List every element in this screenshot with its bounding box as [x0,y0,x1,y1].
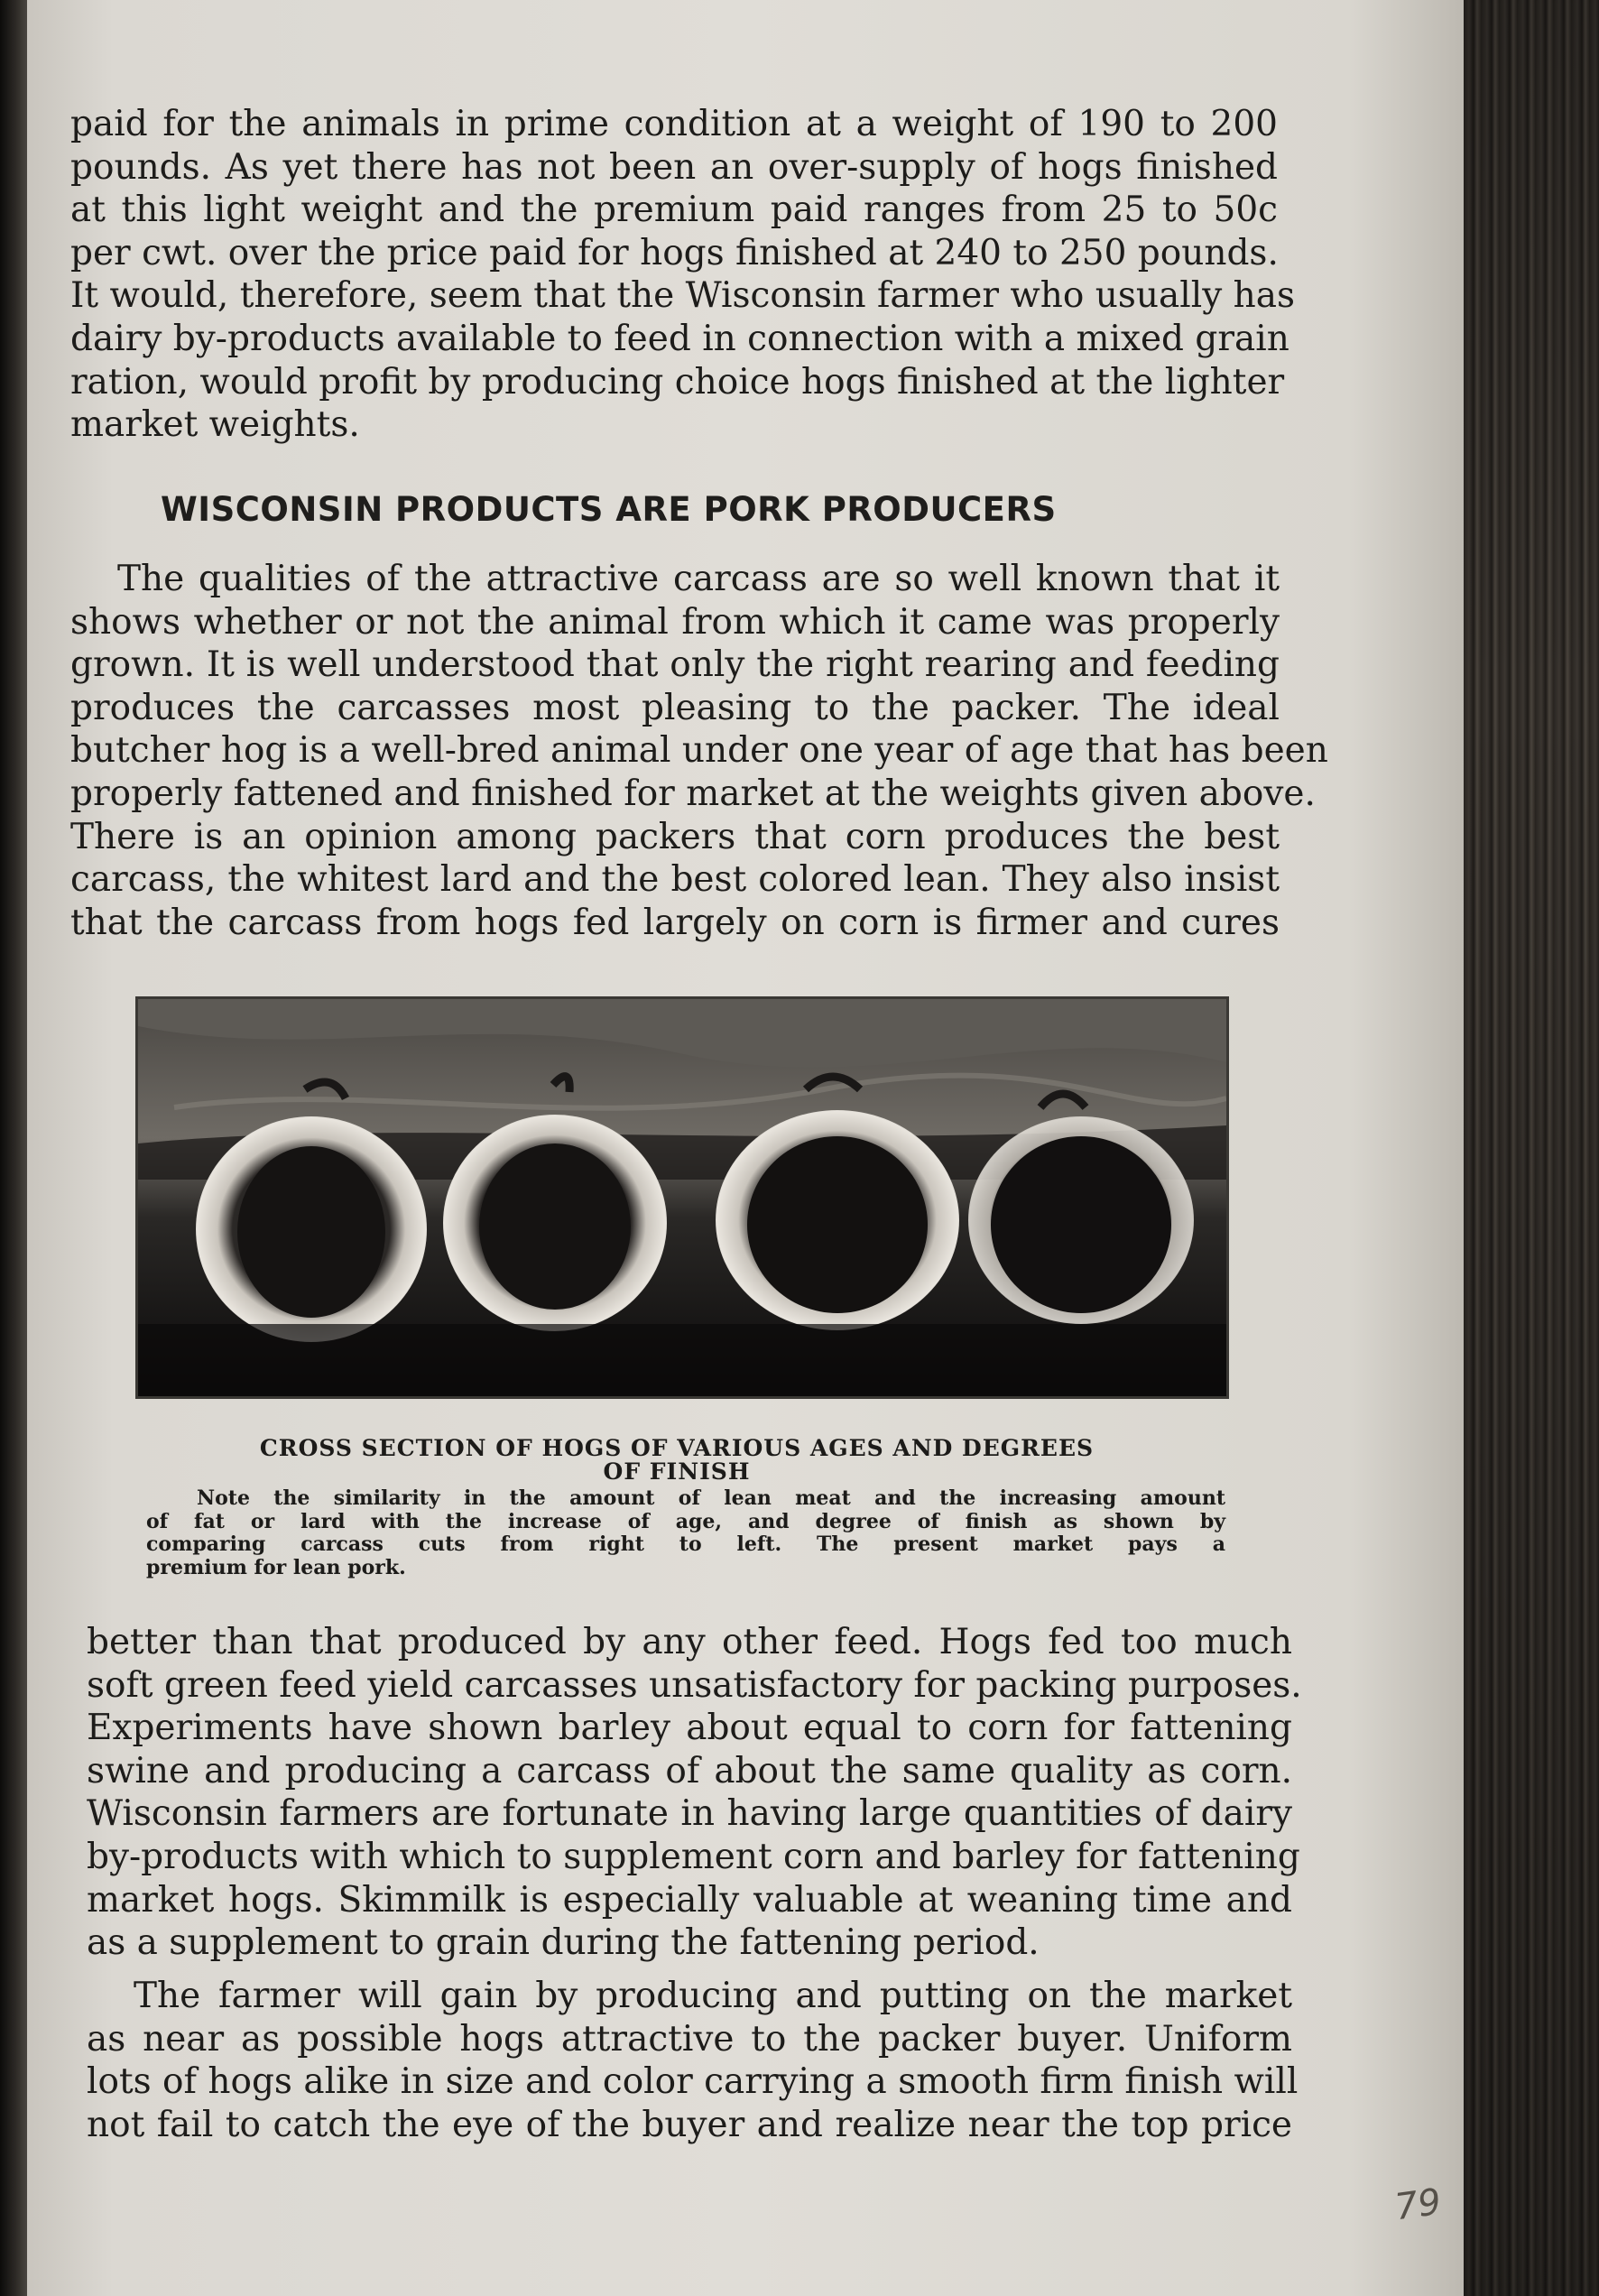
caption-line: comparing carcass cuts from right to left. The present market pays a [146,1532,1225,1556]
text-line: carcass, the whitest lard and the best colored lean. They also insist [70,859,1280,901]
caption-title-line: OF FINISH [603,1458,751,1485]
text-line: Experiments have shown barley about equal to corn for fattening [87,1708,1292,1749]
text-line: There is an opinion among packers that corn produces the best [70,816,1280,857]
text-line: butcher hog is a well-bred animal under one year of age that has been [70,730,1328,772]
text-line: ration, would profit by producing choice hogs finished at the lighter [70,361,1285,403]
paragraph-third [87,1621,1302,1965]
caption-title-line: CROSS SECTION OF HOGS OF VARIOUS AGES AND DEGREES [259,1435,1095,1461]
text-line: market weights. [70,404,360,446]
text-line: better than that produced by any other feed. Hogs fed too much [87,1622,1292,1662]
page-number: 79 [1392,2180,1444,2229]
caption-line: Note the similarity in the amount of lean meat and the increasing amount [197,1486,1225,1510]
text-line: that the carcass from hogs fed largely on corn is firmer and cures [70,902,1280,943]
text-line: pounds. As yet there has not been an over-supply of hogs finished [70,146,1278,188]
text-line: not fail to catch the eye of the buyer and realize near the top price [87,2104,1292,2145]
photo-illustration [138,999,1226,1396]
text-line: properly fattened and finished for market at the weights given above. [70,773,1316,814]
text-line: as near as possible hogs attractive to the packer buyer. Uniform [87,2018,1292,2060]
text-line: The qualities of the attractive carcass are so well known that it [117,559,1280,599]
caption-line: of fat or lard with the increase of age, and degree of finish as shown by [146,1509,1225,1533]
binding-shadow [1464,0,1599,2296]
text-line: swine and producing a carcass of about the same quality as corn. [87,1750,1292,1791]
text-line: It would, therefore, seem that the Wisconsin farmer who usually has [70,275,1296,317]
page-left-edge [0,0,27,2296]
text-line: by-products with which to supplement corn and barley for fattening [87,1836,1300,1877]
text-line: at this light weight and the premium paid ranges from 25 to 50c [70,190,1278,231]
paragraph-fourth [87,1975,1299,2146]
text-line: shows whether or not the animal from which it came was properly [70,601,1280,643]
hog-carcass-cross-section-photo [135,996,1229,1399]
figure-caption-title [144,1437,1209,1484]
paragraph-second [70,558,1328,944]
text-line: lots of hogs alike in size and color carrying a smooth firm finish will [87,2061,1299,2103]
text-line: Wisconsin farmers are fortunate in having large quantities of dairy [87,1793,1292,1835]
text-line: grown. It is well understood that only the right rearing and feeding [70,644,1280,686]
figure-caption-body [146,1487,1225,1579]
caption-line: premium for lean pork. [146,1555,406,1579]
text-line: per cwt. over the price paid for hogs finished at 240 to 250 pounds. [70,232,1279,273]
text-line: paid for the animals in prime condition at a weight of 190 to 200 [70,104,1278,144]
paragraph-top [70,103,1296,447]
text-line: as a supplement to grain during the fattening period. [87,1922,1040,1964]
text-line: The farmer will gain by producing and putting on the market [134,1976,1292,2016]
text-line: market hogs. Skimmilk is especially valuable at weaning time and [87,1879,1292,1921]
text-line: soft green feed yield carcasses unsatisfactory for packing purposes. [87,1664,1302,1706]
text-line: dairy by-products available to feed in connection with a mixed grain [70,318,1289,359]
section-heading: WISCONSIN PRODUCTS ARE PORK PRODUCERS [161,490,1057,529]
text-line: produces the carcasses most pleasing to the packer. The ideal [70,687,1280,728]
